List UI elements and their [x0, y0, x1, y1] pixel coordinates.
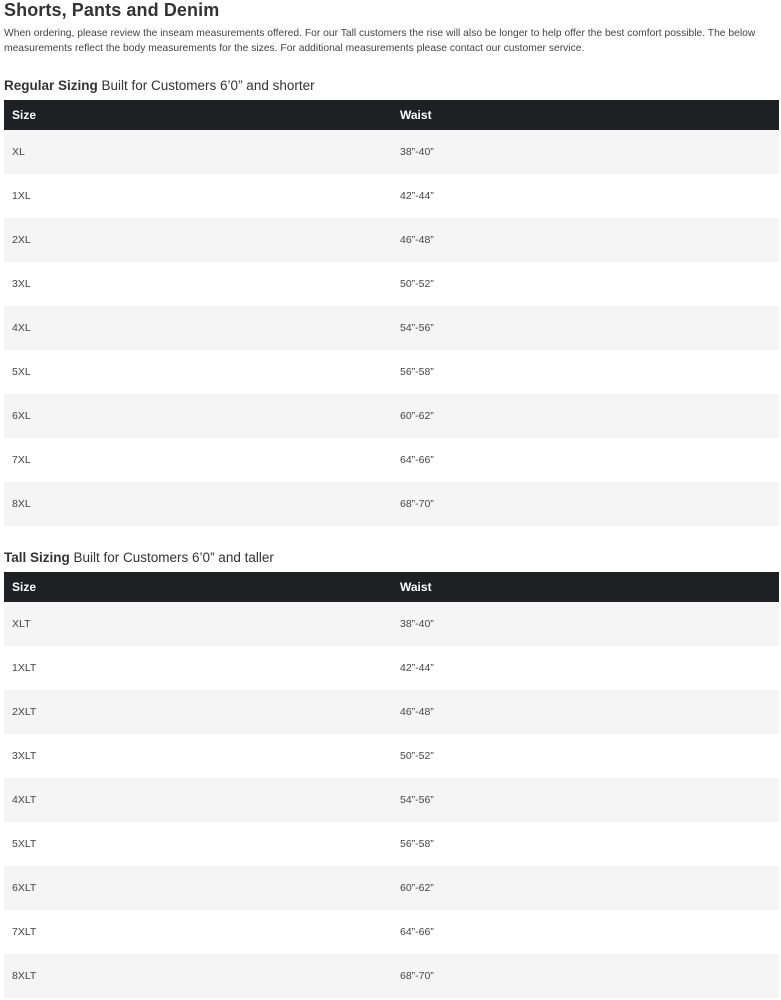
waist-cell: 54”-56”: [392, 778, 779, 822]
table-row: [4, 482, 779, 526]
size-cell: 7XLT: [4, 910, 392, 954]
size-cell: 4XL: [4, 306, 392, 350]
intro-text: When ordering, please review the inseam measurements offered. For our Tall customers the rise will also be longer to help offer the best comfort possible. The below measurements reflect the body measurements for the sizes. For additional measurements please contact our customer service.: [4, 28, 756, 54]
table-header-row: [4, 572, 779, 602]
table-row: [4, 866, 779, 910]
size-cell: XL: [4, 130, 392, 174]
waist-column-header: Waist: [392, 100, 779, 130]
waist-cell: 38”-40”: [392, 602, 779, 646]
regular-sizing-subtitle: Built for Customers 6’0” and shorter: [97, 78, 315, 93]
size-cell: 2XLT: [4, 690, 392, 734]
tall-sizing-title: Tall Sizing: [4, 550, 70, 565]
table-row: [4, 778, 779, 822]
size-cell: 3XLT: [4, 734, 392, 778]
regular-sizing-title: Regular Sizing: [4, 78, 98, 93]
size-cell: 5XLT: [4, 822, 392, 866]
regular-sizing-heading: [4, 78, 315, 94]
waist-cell: 68”-70”: [392, 954, 779, 998]
waist-cell: 54”-56”: [392, 306, 779, 350]
table-row: [4, 734, 779, 778]
tall-sizing-subtitle: Built for Customers 6’0” and taller: [69, 550, 274, 565]
waist-cell: 60”-62”: [392, 394, 779, 438]
table-header-row: [4, 100, 779, 130]
table-row: [4, 174, 779, 218]
waist-cell: 64”-66”: [392, 910, 779, 954]
waist-cell: 56”-58”: [392, 822, 779, 866]
waist-cell: 42”-44”: [392, 646, 779, 690]
table-row: [4, 262, 779, 306]
waist-cell: 68”-70”: [392, 482, 779, 526]
table-row: [4, 602, 779, 646]
size-cell: 1XLT: [4, 646, 392, 690]
size-cell: 5XL: [4, 350, 392, 394]
waist-cell: 50”-52”: [392, 734, 779, 778]
table-row: [4, 130, 779, 174]
waist-cell: 60”-62”: [392, 866, 779, 910]
table-row: [4, 910, 779, 954]
size-cell: 7XL: [4, 438, 392, 482]
table-row: [4, 218, 779, 262]
waist-cell: 46”-48”: [392, 690, 779, 734]
waist-cell: 42”-44”: [392, 174, 779, 218]
waist-cell: 38”-40”: [392, 130, 779, 174]
size-cell: 4XLT: [4, 778, 392, 822]
size-cell: 8XL: [4, 482, 392, 526]
size-cell: 8XLT: [4, 954, 392, 998]
size-cell: 2XL: [4, 218, 392, 262]
waist-cell: 64”-66”: [392, 438, 779, 482]
waist-cell: 56”-58”: [392, 350, 779, 394]
size-cell: 1XL: [4, 174, 392, 218]
size-cell: 6XLT: [4, 866, 392, 910]
size-column-header: Size: [4, 100, 392, 130]
page-title: Shorts, Pants and Denim: [4, 0, 220, 20]
size-column-header: Size: [4, 572, 392, 602]
tall-sizing-heading: [4, 550, 274, 566]
table-row: [4, 690, 779, 734]
regular-size-table: [4, 100, 779, 526]
table-row: [4, 306, 779, 350]
table-row: [4, 954, 779, 998]
table-row: [4, 646, 779, 690]
size-cell: XLT: [4, 602, 392, 646]
size-cell: 6XL: [4, 394, 392, 438]
table-row: [4, 822, 779, 866]
waist-cell: 50”-52”: [392, 262, 779, 306]
waist-cell: 46”-48”: [392, 218, 779, 262]
table-row: [4, 350, 779, 394]
size-cell: 3XL: [4, 262, 392, 306]
table-row: [4, 394, 779, 438]
table-row: [4, 438, 779, 482]
tall-size-table: [4, 572, 779, 998]
waist-column-header: Waist: [392, 572, 779, 602]
